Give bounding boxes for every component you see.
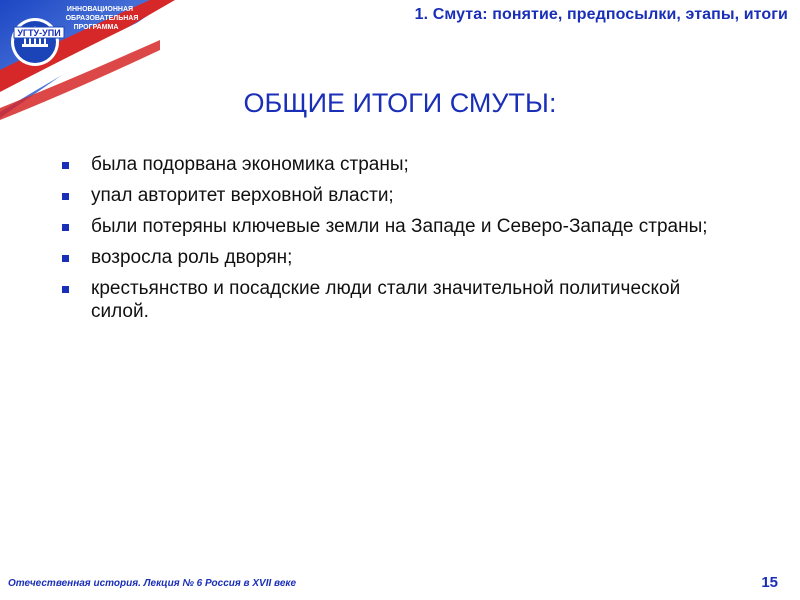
bullet-square-icon [62,255,69,262]
bullet-square-icon [62,286,69,293]
logo-badge-text: УГТУ-УПИ [17,28,61,38]
bullet-text: упал авторитет верховной власти; [91,185,394,206]
page-number: 15 [761,574,778,591]
bullet-item [62,184,742,207]
bullet-text: были потеряны ключевые земли на Западе и Северо-Западе страны; [91,216,708,237]
bullet-text: была подорвана экономика страны; [91,154,409,175]
bullet-item [62,153,742,176]
bullet-item [62,277,742,323]
bullet-list [62,153,742,331]
bullet-text: крестьянство и посадские люди стали значительной политической силой. [91,278,681,322]
footer-course-title: Отечественная история. Лекция № 6 Россия в XVII веке [8,578,297,589]
bullet-item [62,215,742,238]
bullet-square-icon [62,224,69,231]
logo-line-1: ИННОВАЦИОННАЯ [66,6,134,13]
logo-line-2: ОБРАЗОВАТЕЛЬНАЯ [65,15,139,22]
bullet-square-icon [62,193,69,200]
bullet-item [62,246,742,269]
slide-title: ОБЩИЕ ИТОГИ СМУТЫ: [243,88,557,118]
bullet-square-icon [62,162,69,169]
bullet-text: возросла роль дворян; [91,247,293,268]
section-title: 1. Смута: понятие, предпосылки, этапы, итоги [414,6,788,23]
logo-line-3: ПРОГРАММА [73,24,119,31]
